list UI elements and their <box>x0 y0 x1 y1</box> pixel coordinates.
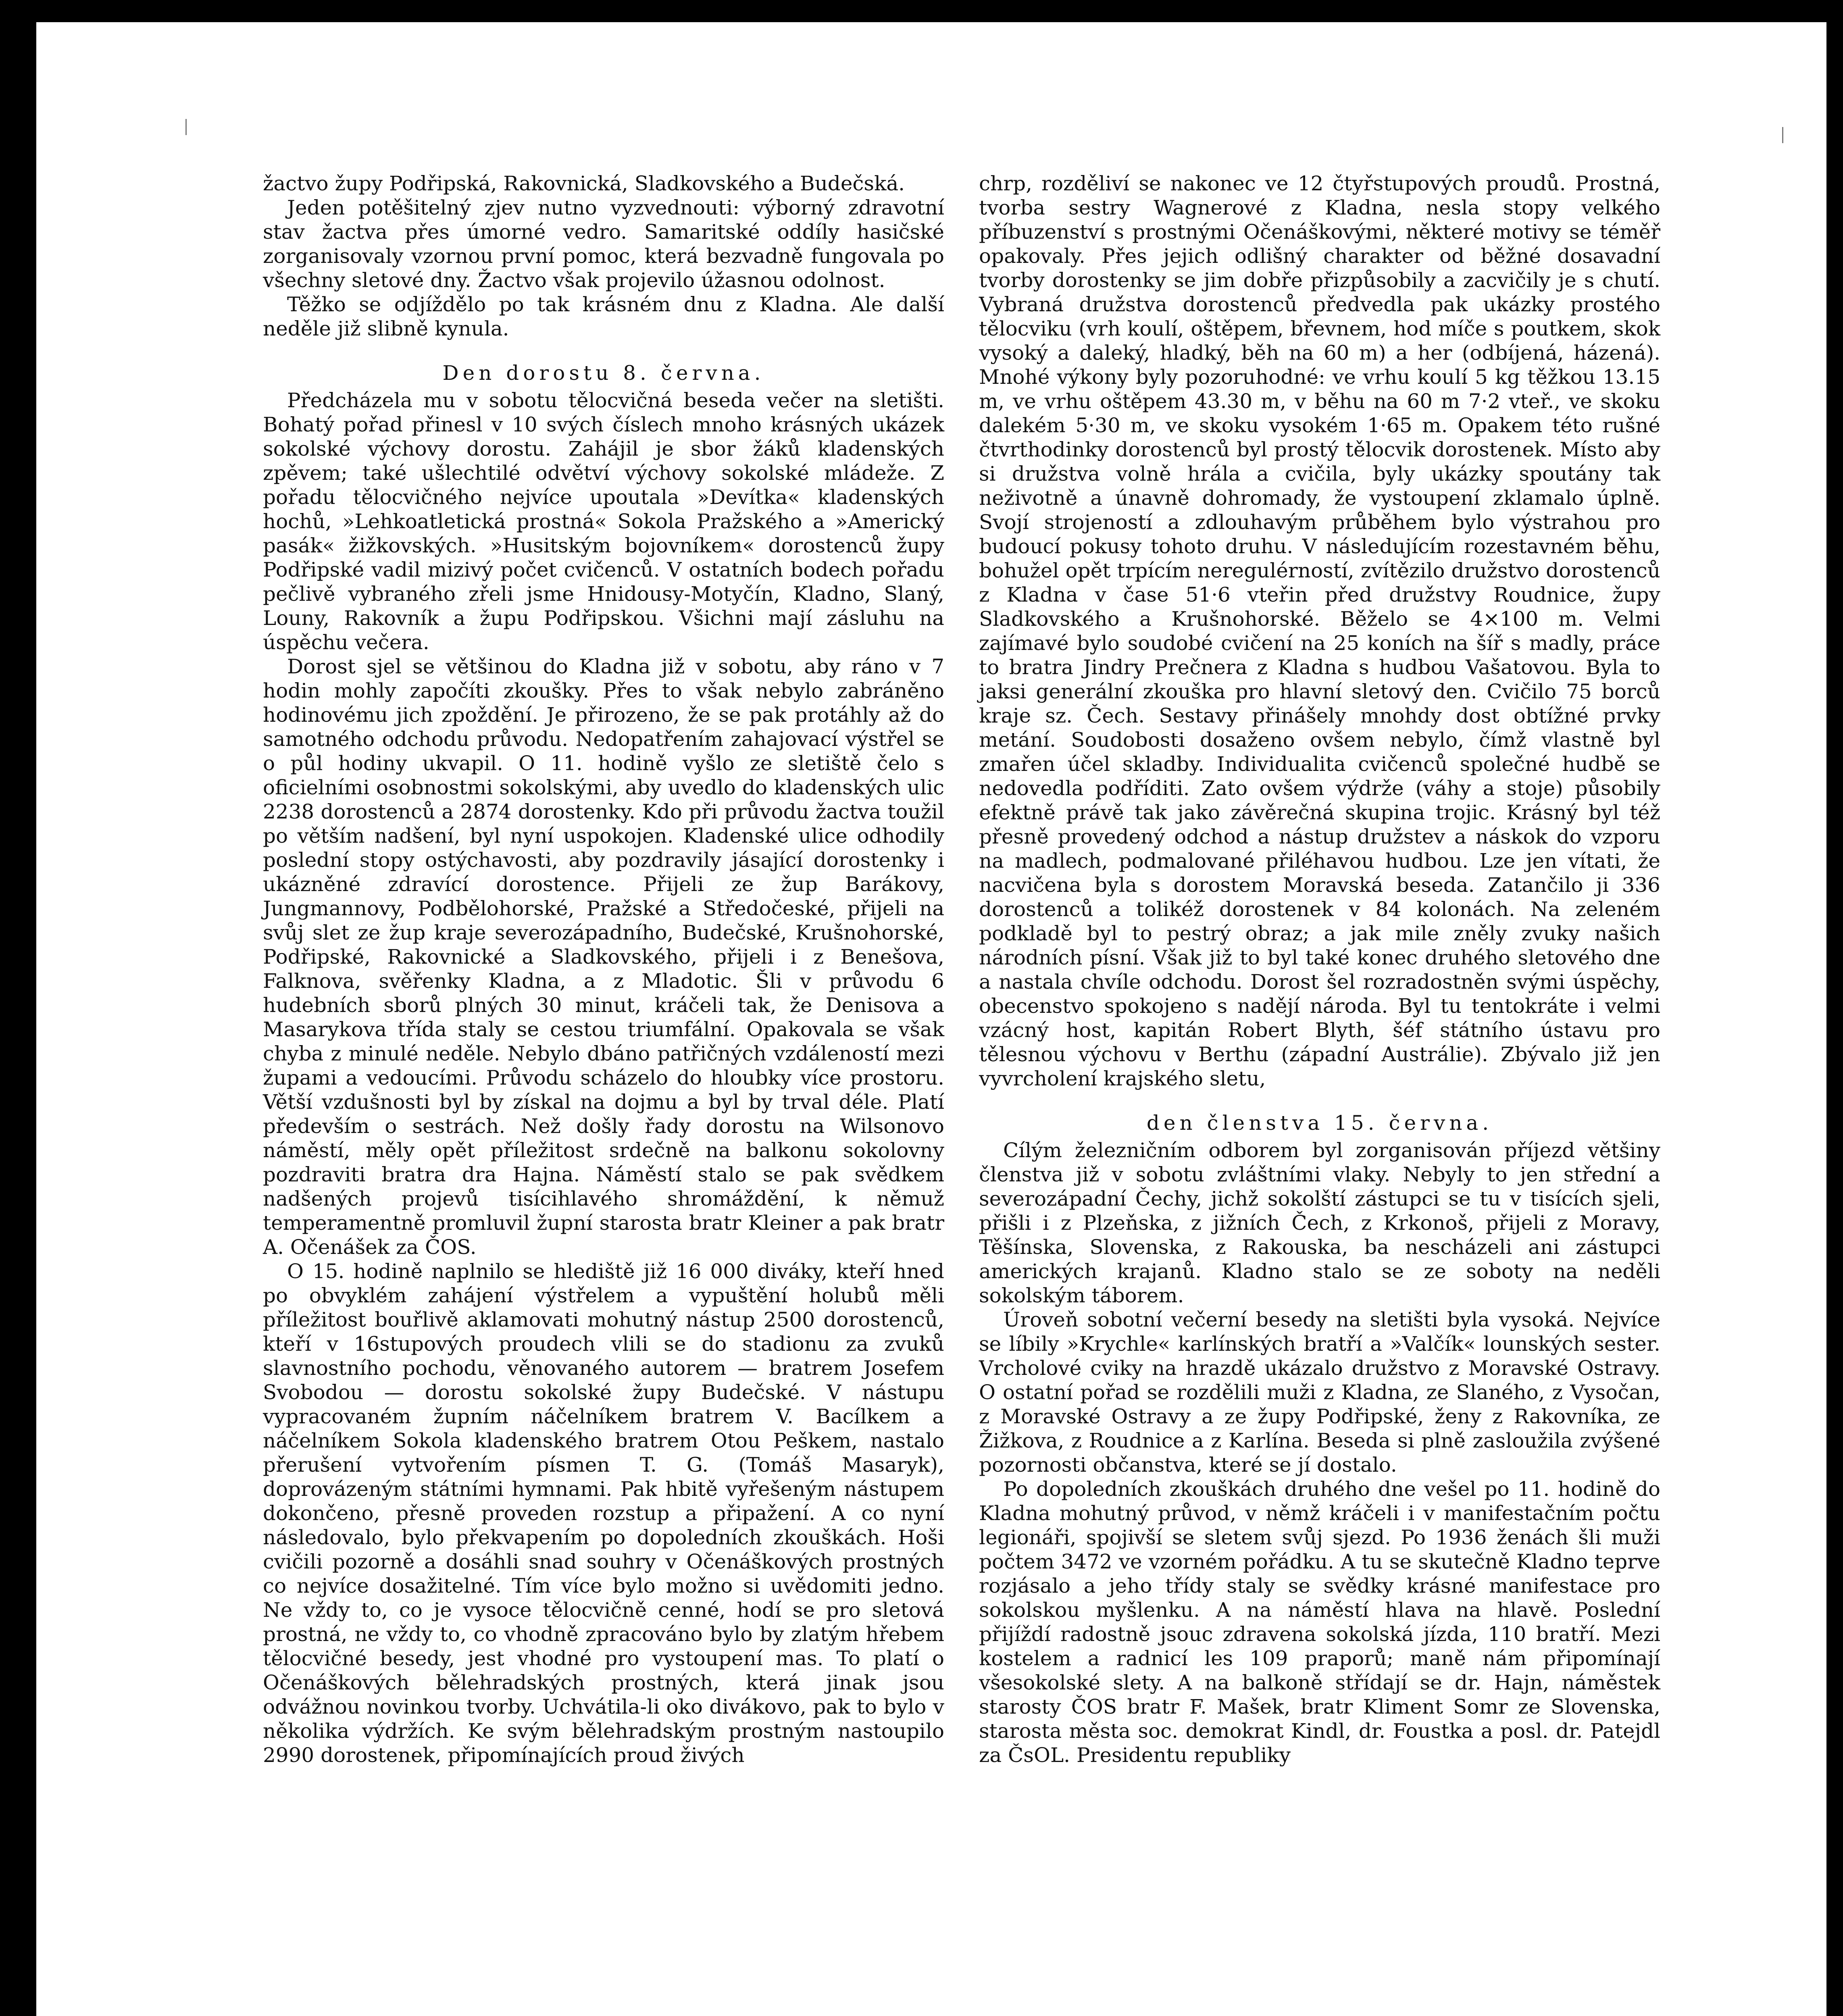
paragraph: žactvo župy Podřipská, Rakovnická, Sladkovského a Budečská. <box>263 172 905 195</box>
scan-mark <box>1782 127 1783 143</box>
paragraph: chrp, rozděliví se nakonec ve 12 čtyřstupových proudů. Prostná, tvorba sestry Wagnerové z Kladna, nesla stopy velkého příbuzenství s prostnými Očenáškovými, některé motivy se téměř opakovaly. Přes jejich odlišný charakter od běžné dosavadní tvorby dorostenky se jim dobře přizpůsobily a zacvičily je s chutí. Vybraná družstva dorostenců předvedla pak ukázky prostého tělocviku (vrh koulí, oštěpem, břevnem, hod míče s poutkem, skok vysoký a daleký, hladký, běh na 60 m) a her (odbíjená, házená). Mnohé výkony byly pozoruhodné: ve vrhu koulí 5 kg těžkou 13.15 m, ve vrhu oštěpem 43.30 m, v běhu na 60 m 7·2 vteř., ve skoku dalekém 5·30 m, ve skoku vysokém 1·65 m. Opakem této rušné čtvrthodinky dorostenců byl prostý tělocvik dorostenek. Místo aby si družstva volně hrála a cvičila, byly ukázky spoutány tak neživotně a únavně dohromady, že vystoupení zklamalo úplně. Svojí strojeností a zdlouhavým průběhem bylo výstrahou pro budoucí pokusy tohoto druhu. V následujícím rozestavném běhu, bohužel opět trpícím neregulérností, zvítězilo družstvo dorostenců z Kladna v čase 51·6 vteřin před družstvy Roudnice, župy Sladkovského a Krušnohorské. Běželo se 4×100 m. Velmi zajímavé bylo soudobé cvičení na 25 koních na šíř s madly, práce to bratra Jindry Prečnera z Kladna s hudbou Vašatovou. Byla to jaksi generální zkouška pro hlavní sletový den. Cvičilo 75 borců kraje sz. Čech. Sestavy přinášely mnohdy dost obtížné prvky metání. Soudobosti dosaženo ovšem nebylo, čímž vlastně byl zmařen účel skladby. Individualita cvičenců společné hudbě se nedovedla podříditi. Zato ovšem výdrže (váhy a stoje) působily efektně právě tak jako závěrečná skupina trojic. Krásný byl též přesně provedený odchod a nástup družstev a náskok do vzporu na madlech, podmalované přiléhavou hudbou. Lze jen vítati, že nacvičena byla s dorostem Moravská beseda. Zatančilo ji 336 dorostenců a tolikéž dorostenek v 84 kolonách. Na zeleném podkladě byl to pestrý obraz; a jak mile zněly zvuky našich národních písní. Však již to byl také konec druhého sletového dne a nastala chvíle odchodu. Dorost šel rozradostněn svými úspěchy, obecenstvo spokojeno s nadějí národa. Byl tu tentokráte i velmi vzácný host, kapitán Robert Blyth, šéf státního ústavu pro tělesnou výchovu v Berthu (západní Austrálie). Zbývalo již jen vyvrcholení krajského sletu, <box>979 172 1660 1090</box>
text-column-right <box>979 171 1660 1767</box>
text-column-left <box>263 171 944 1767</box>
paragraph: Předcházela mu v sobotu tělocvičná beseda večer na sletišti. Bohatý pořad přinesl v 10 svých číslech mnoho krásných ukázek sokolské výchovy dorostu. Zahájil je sbor žáků kladenských zpěvem; také ušlechtilé odvětví výchovy sokolské mládeže. Z pořadu tělocvičného nejvíce upoutala »Devítka« kladenských hochů, »Lehkoatletická prostná« Sokola Pražského a »Americký pasák« žižkovských. »Husitským bojovníkem« dorostenců župy Podřipské vadil mizivý počet cvičenců. V ostatních bodech pořadu pečlivě vybraného zřeli jsme Hnidousy-Motyčín, Kladno, Slaný, Louny, Rakovník a župu Podřipskou. Všichni mají zásluhu na úspěchu večera. <box>263 389 944 654</box>
section-heading: Den dorostu 8. června. <box>442 361 765 385</box>
section-heading: den členstva 15. června. <box>1146 1111 1493 1135</box>
paragraph: O 15. hodině naplnilo se hlediště již 16 000 diváky, kteří hned po obvyklém zahájení výstřelem a vypuštění holubů měli příležitost bouřlivě aklamovati mohutný nástup 2500 dorostenců, kteří v 16stupových proudech vlili se do stadionu za zvuků slavnostního pochodu, věnovaného autorem — bratrem Josefem Svobodou — dorostu sokolské župy Budečské. V nástupu vypracovaném župním náčelníkem bratrem V. Bacílkem a náčelníkem Sokola kladenského bratrem Otou Peškem, nastalo přerušení vytvořením písmen T. G. (Tomáš Masaryk), doprovázeným státními hymnami. Pak hbitě vyřešeným nástupem dokončeno, přesně proveden rozstup a připažení. A co nyní následovalo, bylo překvapením po dopoledních zkouškách. Hoši cvičili pozorně a dosáhli snad souhry v Očenáškových prostných co nejvíce dosažitelné. Tím více bylo možno si uvědomiti jedno. Ne vždy to, co je vysoce tělocvičně cenné, hodí se pro sletová prostná, ne vždy to, co vhodně zpracováno bylo by zlatým hřebem tělocvičné besedy, jest vhodné pro vystoupení mas. To platí o Očenáškových bělehradských prostných, která jinak jsou odvážnou novinkou tvorby. Uchvátila-li oko divákovo, pak to bylo v několika výdržích. Ke svým bělehradským prostným nastoupilo 2990 dorostenek, připomínajících proud živých <box>263 1260 944 1767</box>
paragraph: Cílým železničním odborem byl zorganisován příjezd většiny členstva již v sobotu zvláštními vlaky. Nebyly to jen střední a severozápadní Čechy, jichž sokolští zástupci se tu v tisících sjeli, přišli i z Plzeňska, z jižních Čech, z Krkonoš, přijeli z Moravy, Těšínska, Slovenska, z Rakouska, ba nescházeli ani zástupci amerických krajanů. Kladno stalo se ze soboty na neděli sokolským táborem. <box>979 1139 1660 1307</box>
paragraph: Jeden potěšitelný zjev nutno vyzvednouti: výborný zdravotní stav žactva přes úmorné vedro. Samaritské oddíly hasičské zorganisovaly vzornou první pomoc, která bezvadně fungovala po všechny sletové dny. Žactvo však projevilo úžasnou odolnost. <box>263 196 944 292</box>
paragraph: Těžko se odjíždělo po tak krásném dnu z Kladna. Ale další neděle již slibně kynula. <box>263 293 944 340</box>
scan-mark <box>185 119 187 135</box>
paragraph: Úroveň sobotní večerní besedy na sletišti byla vysoká. Nejvíce se líbily »Krychle« karlínských bratří a »Valčík« lounských sester. Vrcholové cviky na hrazdě ukázalo družstvo z Moravské Ostravy. O ostatní pořad se rozdělili muži z Kladna, ze Slaného, z Vysočan, z Moravské Ostravy a ze župy Podřipské, ženy z Rakovníka, ze Žižkova, z Roudnice a z Karlína. Beseda si plně zasloužila zvýšené pozornosti občanstva, které se jí dostalo. <box>979 1308 1660 1477</box>
paragraph: Dorost sjel se většinou do Kladna již v sobotu, aby ráno v 7 hodin mohly započíti zkoušky. Přes to však nebylo zabráněno hodinovému jich zpoždění. Je přirozeno, že se pak protáhly až do samotného odchodu průvodu. Nedopatřením zahajovací výstřel se o půl hodiny ukvapil. O 11. hodině vyšlo ze sletiště čelo s oficielními osobnostmi sokolskými, aby uvedlo do kladenských ulic 2238 dorostenců a 2874 dorostenky. Kdo při průvodu žactva toužil po větším nadšení, byl nyní uspokojen. Kladenské ulice odhodily poslední stopy ostýchavosti, aby pozdravily jásající dorostenky i ukázněné zdravící dorostence. Přijeli ze žup Barákovy, Jungmannovy, Podbělohorské, Pražské a Středočeské, přijeli na svůj slet ze žup kraje severozápadního, Budečské, Krušnohorské, Podřipské, Rakovnické a Sladkovského, přijeli i z Benešova, Falknova, svěřenky Kladna, a z Mladotic. Šli v průvodu 6 hudebních sborů plných 30 minut, kráčeli tak, že Denisova a Masarykova třída staly se cestou triumfální. Opakovala se však chyba z minulé neděle. Nebylo dbáno patřičných vzdáleností mezi župami a vedoucími. Průvodu scházelo do hloubky více prostoru. Větší vzdušnosti byl by získal na dojmu a byl by trval déle. Platí především o sestrách. Než došly řady dorostu na Wilsonovo náměstí, měly opět příležitost srdečně na balkonu sokolovny pozdraviti bratra dra Hajna. Náměstí stalo se pak svědkem nadšených projevů tisícihlavého shromáždění, k němuž temperamentně promluvil župní starosta bratr Kleiner a pak bratr A. Očenášek za ČOS. <box>263 655 944 1259</box>
paragraph: Po dopoledních zkouškách druhého dne vešel po 11. hodině do Kladna mohutný průvod, v němž kráčeli i v manifestačním počtu legionáři, spojivší se sletem svůj sjezd. Po 1936 ženách šli muži počtem 3472 ve vzorném pořádku. A tu se skutečně Kladno teprve rozjásalo a jeho třídy staly se svědky krásné manifestace pro sokolskou myšlenku. A na náměstí hlava na hlavě. Poslední přijíždí radostně jsouc zdravena sokolská jízda, 110 bratří. Mezi kostelem a radnicí les 109 praporů; maně nám připomínají všesokolské slety. A na balkoně střídají se dr. Hajn, náměstek starosty ČOS bratr F. Mašek, bratr Kliment Somr ze Slovenska, starosta města soc. demokrat Kindl, dr. Foustka a posl. dr. Patejdl za ČsOL. Presidentu republiky <box>979 1477 1660 1767</box>
